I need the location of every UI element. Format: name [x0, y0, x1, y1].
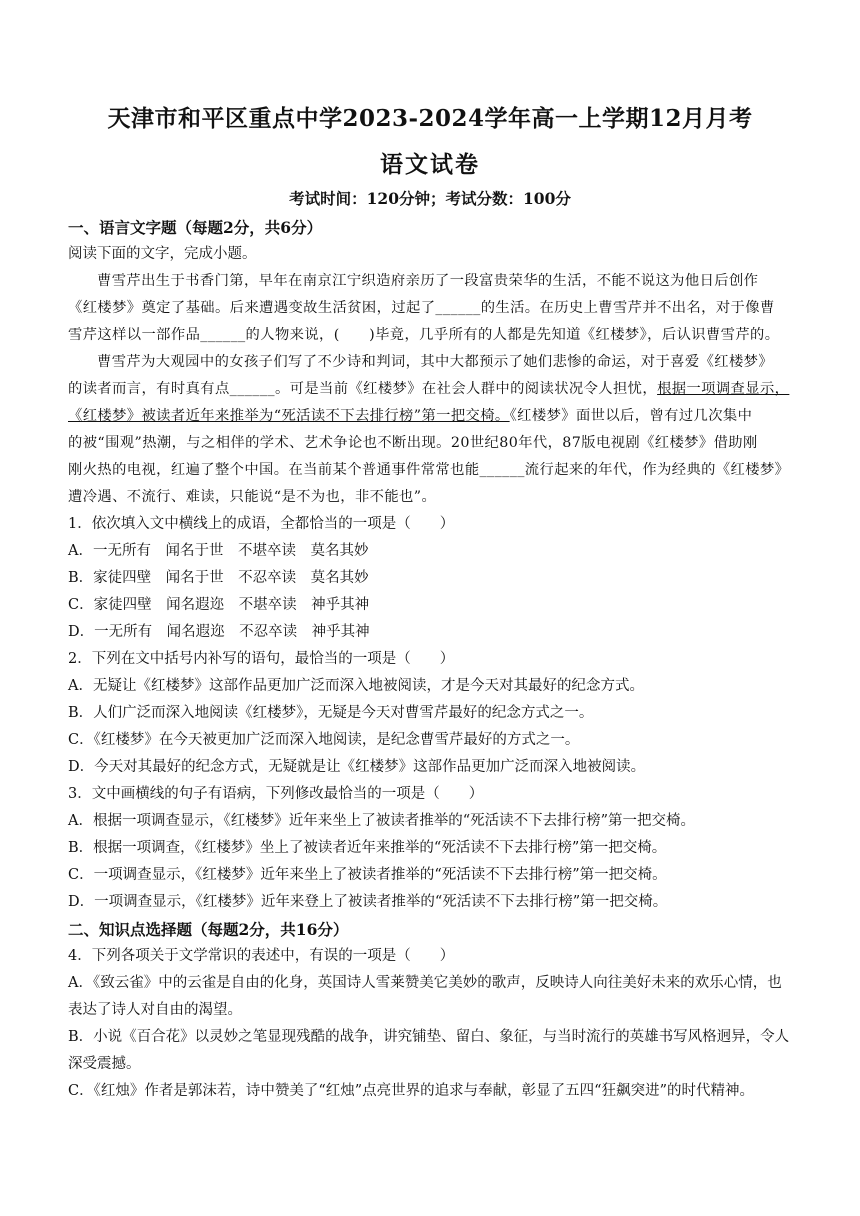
- question-stem: 2．下列在文中括号内补写的语句，最恰当的一项是（ ）: [68, 651, 455, 667]
- reading-instruction: 阅读下面的文字，完成小题。: [68, 246, 257, 262]
- section-heading-2: 二、知识点选择题（每题2分，共16分）: [68, 920, 349, 939]
- passage-line: 刚火热的电视，红遍了整个中国。在当前某个普通事件常常也能______流行起来的年代，作为经典的《红楼梦》: [68, 462, 790, 478]
- answer-option: B．小说《百合花》以灵妙之笔显现残酷的战争，讲究铺垫、留白、象征，与当时流行的英雄书写风格迥异，令人深受震撼。: [68, 1029, 790, 1072]
- answer-option: B．家徒四壁 闻名于世 不忍卒读 莫名其妙: [68, 570, 369, 586]
- underlined-sentence: 根据一项调查显示，: [657, 381, 790, 397]
- answer-option: C．一项调查显示，《红楼梦》近年来坐上了被读者推举的“死活读不下去排行榜”第一把交椅。: [68, 867, 667, 883]
- answer-option: A．无疑让《红楼梦》这部作品更加广泛而深入地被阅读，才是今天对其最好的纪念方式。: [68, 678, 644, 694]
- answer-option: B．根据一项调查，《红楼梦》坐上了被读者近年来推举的“死活读不下去排行榜”第一把交椅。: [68, 840, 667, 856]
- answer-option: A．根据一项调查显示，《红楼梦》近年来坐上了被读者推举的“死活读不下去排行榜”第一把交椅。: [68, 813, 696, 829]
- answer-option: D．一项调查显示，《红楼梦》近年来登上了被读者推举的“死活读不下去排行榜”第一把交椅。: [68, 894, 668, 910]
- question-stem: 4．下列各项关于文学常识的表述中，有误的一项是（ ）: [68, 948, 455, 964]
- answer-option: D．今天对其最好的纪念方式，无疑就是让《红楼梦》这部作品更加广泛而深入地被阅读。: [68, 759, 646, 775]
- answer-option: A．一无所有 闻名于世 不堪卒读 莫名其妙: [68, 543, 369, 559]
- question-3: [68, 781, 794, 916]
- passage-line: 的被“围观”热潮，与之相伴的学术、艺术争论也不断出现。20世纪80年代，87版电视剧《红楼梦》借助刚: [68, 435, 758, 451]
- section-heading-1: 一、语言文字题（每题2分，共6分）: [68, 218, 323, 237]
- passage-line: 曹雪芹为大观园中的女孩子们写了不少诗和判词，其中大都预示了她们悲惨的命运，对于喜爱《红楼梦》: [97, 354, 774, 370]
- passage-line: 雪芹这样以一部作品______的人物来说，( )毕竟，几乎所有的人都是先知道《红楼梦》，后认识曹雪芹的。: [68, 327, 780, 343]
- question-1: [68, 511, 794, 646]
- question-stem: 3．文中画横线的句子有语病，下列修改最恰当的一项是（ ）: [68, 786, 484, 802]
- answer-option: B．人们广泛而深入地阅读《红楼梦》，无疑是今天对曹雪芹最好的纪念方式之一。: [68, 705, 594, 721]
- passage-line: 曹雪芹出生于书香门第，早年在南京江宁织造府亲历了一段富贵荣华的生活，不能不说这为他日后创作: [97, 273, 759, 289]
- passage-line: 遭冷遇、不流行、难读，只能说“是不为也，非不能也”。: [68, 489, 437, 505]
- passage-line: [68, 403, 794, 430]
- answer-option: D．一无所有 闻名遐迩 不忍卒读 神乎其神: [68, 624, 370, 640]
- exam-content: [68, 214, 794, 1105]
- passage-line: 《红楼梦》奠定了基础。后来遭遇变故生活贫困，过起了______的生活。在历史上曹雪芹并不出名，对于像曹: [68, 300, 775, 316]
- question-4: [68, 943, 794, 1105]
- question-2: [68, 646, 794, 781]
- passage-text: 的读者而言，有时真有点______。可是当前《红楼梦》在社会人群中的阅读状况令人担忧，: [68, 381, 658, 397]
- answer-option: A．《致云雀》中的云雀是自由的化身，英国诗人雪莱赞美它美妙的歌声，反映诗人向往美好未来的欢乐心情，也表达了诗人对自由的渴望。: [68, 975, 782, 1018]
- answer-option: C．《红楼梦》在今天被更加广泛而深入地阅读，是纪念曹雪芹最好的方式之一。: [68, 732, 580, 748]
- exam-title: 天津市和平区重点中学2023-2024学年高一上学期12月月考: [107, 105, 753, 132]
- answer-option: C．《红烛》作者是郭沫若，诗中赞美了“红烛”点亮世界的追求与奉献，彰显了五四“狂飙突进”的时代精神。: [68, 1083, 754, 1099]
- question-stem: 1．依次填入文中横线上的成语，全都恰当的一项是（ ）: [68, 516, 455, 532]
- passage-text: 《红楼梦》面世以后，曾有过几次集中: [509, 408, 753, 424]
- answer-option: C．家徒四壁 闻名遐迩 不堪卒读 神乎其神: [68, 597, 370, 613]
- exam-info: 考试时间：120分钟；考试分数：100分: [289, 189, 571, 208]
- passage: [68, 268, 794, 511]
- underlined-sentence: 《红楼梦》被读者近年来推举为“死活读不下去排行榜”第一把交椅。: [68, 408, 510, 424]
- exam-subtitle: 语文试卷: [380, 151, 480, 178]
- passage-line: [68, 376, 794, 403]
